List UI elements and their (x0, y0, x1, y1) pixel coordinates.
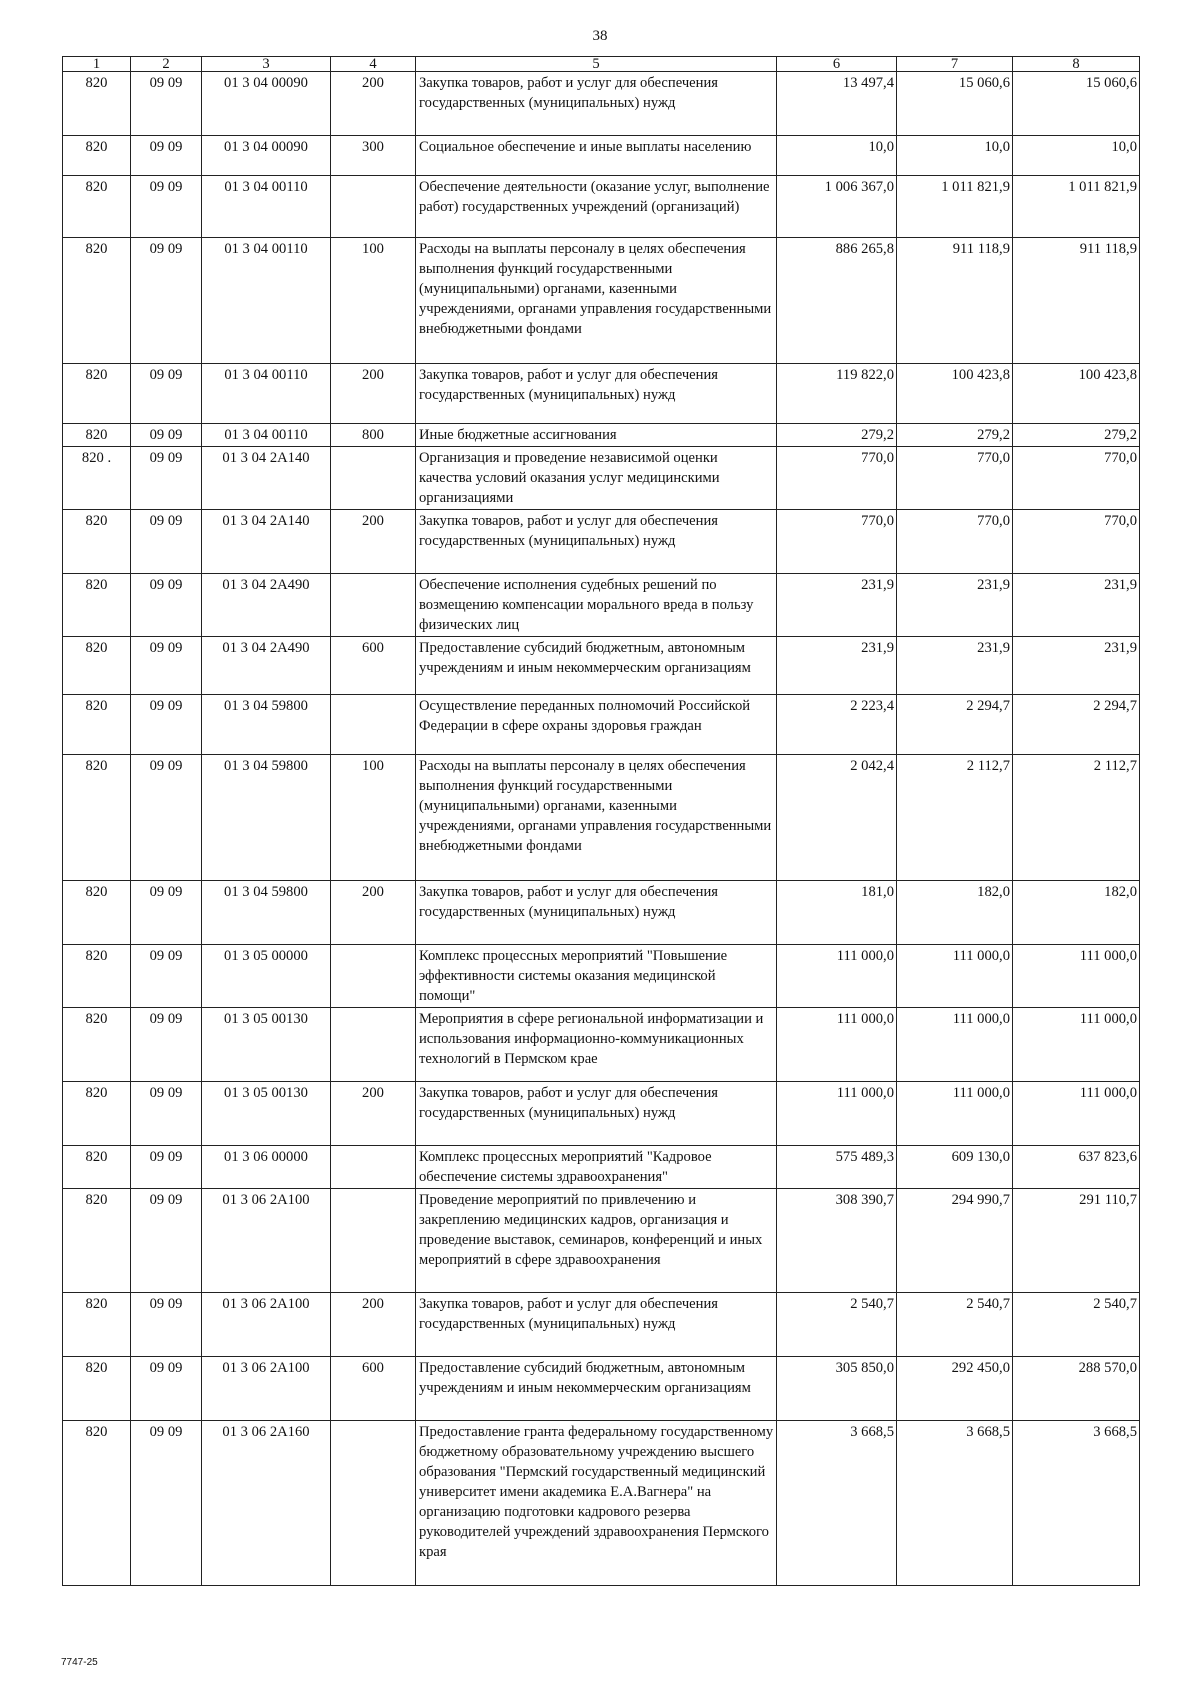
description-cell: Предоставление гранта федеральному государственному бюджетному образовательному учреждению высшего образования "Пермский государственный медицинский университет имени академика Е.А.Вагнера" на организацию подготовки кадрового резерва руководителей учреждений здравоохранения Пермского края (416, 1421, 777, 1586)
amount-col8-cell: 1 011 821,9 (1013, 176, 1140, 238)
target-article-cell: 01 3 06 2А100 (202, 1189, 331, 1293)
expense-type-cell: 200 (331, 510, 416, 574)
page-number: 38 (592, 28, 608, 44)
amount-col8-cell: 770,0 (1013, 510, 1140, 574)
ministry-code-cell: 820 (63, 364, 131, 424)
expense-type-cell (331, 447, 416, 510)
section-code-cell: 09 09 (131, 447, 202, 510)
amount-col6-cell: 575 489,3 (777, 1146, 897, 1189)
expense-type-cell (331, 574, 416, 637)
amount-col6-cell: 770,0 (777, 447, 897, 510)
description-cell: Организация и проведение независимой оценки качества условий оказания услуг медицинскими организациями (416, 447, 777, 510)
section-code-cell: 09 09 (131, 1082, 202, 1146)
expense-type-cell: 200 (331, 881, 416, 945)
amount-col7-cell: 294 990,7 (897, 1189, 1013, 1293)
target-article-cell: 01 3 04 2А490 (202, 637, 331, 695)
target-article-cell: 01 3 04 59800 (202, 755, 331, 881)
amount-col7-cell: 111 000,0 (897, 1082, 1013, 1146)
target-article-cell: 01 3 04 00090 (202, 72, 331, 136)
target-article-cell: 01 3 06 00000 (202, 1146, 331, 1189)
ministry-code-cell: 820 (63, 881, 131, 945)
ministry-code-cell: 820 (63, 1146, 131, 1189)
amount-col8-cell: 2 294,7 (1013, 695, 1140, 755)
header-row (63, 57, 1140, 72)
expense-type-cell: 100 (331, 238, 416, 364)
description-cell: Мероприятия в сфере региональной информатизации и использования информационно-коммуникационных технологий в Пермском крае (416, 1008, 777, 1082)
section-code-cell: 09 09 (131, 424, 202, 447)
section-code-cell: 09 09 (131, 176, 202, 238)
ministry-code-cell: 820 (63, 695, 131, 755)
amount-col7-cell: 911 118,9 (897, 238, 1013, 364)
table-row (63, 637, 1140, 695)
ministry-code-cell: 820 (63, 1189, 131, 1293)
ministry-code-cell: 820 (63, 424, 131, 447)
section-code-cell: 09 09 (131, 881, 202, 945)
section-code-cell: 09 09 (131, 364, 202, 424)
description-cell: Комплекс процессных мероприятий "Повышение эффективности системы оказания медицинской помощи" (416, 945, 777, 1008)
amount-col6-cell: 1 006 367,0 (777, 176, 897, 238)
target-article-cell: 01 3 04 00110 (202, 176, 331, 238)
expense-type-cell: 200 (331, 364, 416, 424)
amount-col8-cell: 231,9 (1013, 637, 1140, 695)
amount-col6-cell: 308 390,7 (777, 1189, 897, 1293)
section-code-cell: 09 09 (131, 755, 202, 881)
section-code-cell: 09 09 (131, 1421, 202, 1586)
amount-col8-cell: 291 110,7 (1013, 1189, 1140, 1293)
section-code-cell: 09 09 (131, 238, 202, 364)
table-row (63, 574, 1140, 637)
description-cell: Закупка товаров, работ и услуг для обеспечения государственных (муниципальных) нужд (416, 510, 777, 574)
amount-col7-cell: 2 112,7 (897, 755, 1013, 881)
amount-col6-cell: 111 000,0 (777, 1008, 897, 1082)
description-cell: Расходы на выплаты персоналу в целях обеспечения выполнения функций государственными (муниципальными) органами, казенными учреждениями, органами управления государственными внебюджетными фондами (416, 238, 777, 364)
section-code-cell: 09 09 (131, 510, 202, 574)
description-cell: Обеспечение исполнения судебных решений по возмещению компенсации морального вреда в пользу физических лиц (416, 574, 777, 637)
description-cell: Закупка товаров, работ и услуг для обеспечения государственных (муниципальных) нужд (416, 364, 777, 424)
description-cell: Проведение мероприятий по привлечению и закреплению медицинских кадров, организация и проведение выставок, семинаров, конференций и иных мероприятий в сфере здравоохранения (416, 1189, 777, 1293)
table-row (63, 176, 1140, 238)
amount-col6-cell: 111 000,0 (777, 1082, 897, 1146)
amount-col7-cell: 292 450,0 (897, 1357, 1013, 1421)
target-article-cell: 01 3 04 00110 (202, 238, 331, 364)
amount-col8-cell: 3 668,5 (1013, 1421, 1140, 1586)
ministry-code-cell: 820 (63, 176, 131, 238)
section-code-cell: 09 09 (131, 637, 202, 695)
amount-col8-cell: 770,0 (1013, 447, 1140, 510)
amount-col8-cell: 111 000,0 (1013, 1008, 1140, 1082)
amount-col6-cell: 119 822,0 (777, 364, 897, 424)
amount-col7-cell: 609 130,0 (897, 1146, 1013, 1189)
amount-col6-cell: 111 000,0 (777, 945, 897, 1008)
ministry-code-cell: 820 . (63, 447, 131, 510)
ministry-code-cell: 820 (63, 574, 131, 637)
target-article-cell: 01 3 04 00110 (202, 364, 331, 424)
table-row (63, 1008, 1140, 1082)
amount-col7-cell: 231,9 (897, 574, 1013, 637)
description-cell: Расходы на выплаты персоналу в целях обеспечения выполнения функций государственными (муниципальными) органами, казенными учреждениями, органами управления государственными внебюджетными фондами (416, 755, 777, 881)
amount-col6-cell: 770,0 (777, 510, 897, 574)
amount-col7-cell: 770,0 (897, 447, 1013, 510)
expense-type-cell (331, 695, 416, 755)
amount-col7-cell: 111 000,0 (897, 1008, 1013, 1082)
target-article-cell: 01 3 06 2А100 (202, 1357, 331, 1421)
expense-type-cell (331, 1146, 416, 1189)
section-code-cell: 09 09 (131, 945, 202, 1008)
target-article-cell: 01 3 04 00090 (202, 136, 331, 176)
section-code-cell: 09 09 (131, 1146, 202, 1189)
amount-col8-cell: 2 112,7 (1013, 755, 1140, 881)
table-row (63, 1082, 1140, 1146)
table-row (63, 1189, 1140, 1293)
expense-type-cell: 600 (331, 1357, 416, 1421)
amount-col6-cell: 2 042,4 (777, 755, 897, 881)
amount-col8-cell: 111 000,0 (1013, 1082, 1140, 1146)
target-article-cell: 01 3 04 2А140 (202, 510, 331, 574)
amount-col7-cell: 2 540,7 (897, 1293, 1013, 1357)
amount-col6-cell: 231,9 (777, 637, 897, 695)
expense-type-cell: 200 (331, 1082, 416, 1146)
amount-col7-cell: 182,0 (897, 881, 1013, 945)
amount-col8-cell: 279,2 (1013, 424, 1140, 447)
amount-col7-cell: 2 294,7 (897, 695, 1013, 755)
footer-code: 7747-25 (61, 1657, 98, 1668)
table-row (63, 695, 1140, 755)
section-code-cell: 09 09 (131, 72, 202, 136)
expense-type-cell: 200 (331, 1293, 416, 1357)
amount-col8-cell: 288 570,0 (1013, 1357, 1140, 1421)
amount-col7-cell: 3 668,5 (897, 1421, 1013, 1586)
description-cell: Предоставление субсидий бюджетным, автономным учреждениям и иным некоммерческим организациям (416, 637, 777, 695)
amount-col8-cell: 15 060,6 (1013, 72, 1140, 136)
amount-col7-cell: 111 000,0 (897, 945, 1013, 1008)
table-row (63, 755, 1140, 881)
section-code-cell: 09 09 (131, 1357, 202, 1421)
amount-col6-cell: 886 265,8 (777, 238, 897, 364)
ministry-code-cell: 820 (63, 72, 131, 136)
budget-table (62, 56, 1140, 1586)
expense-type-cell: 300 (331, 136, 416, 176)
expense-type-cell: 800 (331, 424, 416, 447)
ministry-code-cell: 820 (63, 1008, 131, 1082)
description-cell: Закупка товаров, работ и услуг для обеспечения государственных (муниципальных) нужд (416, 1293, 777, 1357)
amount-col7-cell: 1 011 821,9 (897, 176, 1013, 238)
amount-col6-cell: 2 223,4 (777, 695, 897, 755)
header-cell: 6 (777, 57, 897, 72)
description-cell: Закупка товаров, работ и услуг для обеспечения государственных (муниципальных) нужд (416, 72, 777, 136)
table-row (63, 136, 1140, 176)
header-cell: 3 (202, 57, 331, 72)
header-cell: 8 (1013, 57, 1140, 72)
table-row (63, 72, 1140, 136)
expense-type-cell (331, 176, 416, 238)
amount-col6-cell: 181,0 (777, 881, 897, 945)
amount-col6-cell: 279,2 (777, 424, 897, 447)
header-cell: 1 (63, 57, 131, 72)
expense-type-cell: 600 (331, 637, 416, 695)
table-row (63, 238, 1140, 364)
amount-col7-cell: 100 423,8 (897, 364, 1013, 424)
ministry-code-cell: 820 (63, 510, 131, 574)
header-cell: 2 (131, 57, 202, 72)
amount-col8-cell: 100 423,8 (1013, 364, 1140, 424)
amount-col8-cell: 637 823,6 (1013, 1146, 1140, 1189)
header-cell: 5 (416, 57, 777, 72)
ministry-code-cell: 820 (63, 637, 131, 695)
ministry-code-cell: 820 (63, 238, 131, 364)
section-code-cell: 09 09 (131, 1008, 202, 1082)
table-row (63, 364, 1140, 424)
header-cell: 4 (331, 57, 416, 72)
table-row (63, 1357, 1140, 1421)
ministry-code-cell: 820 (63, 136, 131, 176)
description-cell: Осуществление переданных полномочий Российской Федерации в сфере охраны здоровья граждан (416, 695, 777, 755)
amount-col7-cell: 770,0 (897, 510, 1013, 574)
section-code-cell: 09 09 (131, 695, 202, 755)
amount-col8-cell: 911 118,9 (1013, 238, 1140, 364)
table-row (63, 510, 1140, 574)
amount-col8-cell: 182,0 (1013, 881, 1140, 945)
description-cell: Иные бюджетные ассигнования (416, 424, 777, 447)
expense-type-cell: 200 (331, 72, 416, 136)
expense-type-cell: 100 (331, 755, 416, 881)
ministry-code-cell: 820 (63, 1082, 131, 1146)
target-article-cell: 01 3 05 00130 (202, 1082, 331, 1146)
table-row (63, 881, 1140, 945)
ministry-code-cell: 820 (63, 1293, 131, 1357)
amount-col7-cell: 15 060,6 (897, 72, 1013, 136)
table-row (63, 424, 1140, 447)
ministry-code-cell: 820 (63, 945, 131, 1008)
expense-type-cell (331, 1421, 416, 1586)
table-row (63, 945, 1140, 1008)
amount-col8-cell: 111 000,0 (1013, 945, 1140, 1008)
description-cell: Предоставление субсидий бюджетным, автономным учреждениям и иным некоммерческим организациям (416, 1357, 777, 1421)
table-row (63, 447, 1140, 510)
table-row (63, 1421, 1140, 1586)
description-cell: Обеспечение деятельности (оказание услуг, выполнение работ) государственных учреждений (организаций) (416, 176, 777, 238)
description-cell: Социальное обеспечение и иные выплаты населению (416, 136, 777, 176)
expense-type-cell (331, 1189, 416, 1293)
description-cell: Закупка товаров, работ и услуг для обеспечения государственных (муниципальных) нужд (416, 881, 777, 945)
table-row (63, 1293, 1140, 1357)
ministry-code-cell: 820 (63, 1357, 131, 1421)
amount-col7-cell: 10,0 (897, 136, 1013, 176)
amount-col8-cell: 10,0 (1013, 136, 1140, 176)
section-code-cell: 09 09 (131, 136, 202, 176)
ministry-code-cell: 820 (63, 1421, 131, 1586)
amount-col6-cell: 2 540,7 (777, 1293, 897, 1357)
target-article-cell: 01 3 05 00130 (202, 1008, 331, 1082)
description-cell: Закупка товаров, работ и услуг для обеспечения государственных (муниципальных) нужд (416, 1082, 777, 1146)
table-row (63, 1146, 1140, 1189)
target-article-cell: 01 3 04 00110 (202, 424, 331, 447)
amount-col8-cell: 2 540,7 (1013, 1293, 1140, 1357)
amount-col6-cell: 13 497,4 (777, 72, 897, 136)
section-code-cell: 09 09 (131, 574, 202, 637)
ministry-code-cell: 820 (63, 755, 131, 881)
description-cell: Комплекс процессных мероприятий "Кадровое обеспечение системы здравоохранения" (416, 1146, 777, 1189)
expense-type-cell (331, 945, 416, 1008)
amount-col7-cell: 231,9 (897, 637, 1013, 695)
amount-col6-cell: 10,0 (777, 136, 897, 176)
target-article-cell: 01 3 04 2А140 (202, 447, 331, 510)
target-article-cell: 01 3 06 2А160 (202, 1421, 331, 1586)
target-article-cell: 01 3 04 2А490 (202, 574, 331, 637)
amount-col6-cell: 305 850,0 (777, 1357, 897, 1421)
header-cell: 7 (897, 57, 1013, 72)
target-article-cell: 01 3 06 2А100 (202, 1293, 331, 1357)
expense-type-cell (331, 1008, 416, 1082)
target-article-cell: 01 3 05 00000 (202, 945, 331, 1008)
target-article-cell: 01 3 04 59800 (202, 881, 331, 945)
section-code-cell: 09 09 (131, 1189, 202, 1293)
amount-col6-cell: 3 668,5 (777, 1421, 897, 1586)
amount-col7-cell: 279,2 (897, 424, 1013, 447)
amount-col6-cell: 231,9 (777, 574, 897, 637)
amount-col8-cell: 231,9 (1013, 574, 1140, 637)
section-code-cell: 09 09 (131, 1293, 202, 1357)
target-article-cell: 01 3 04 59800 (202, 695, 331, 755)
